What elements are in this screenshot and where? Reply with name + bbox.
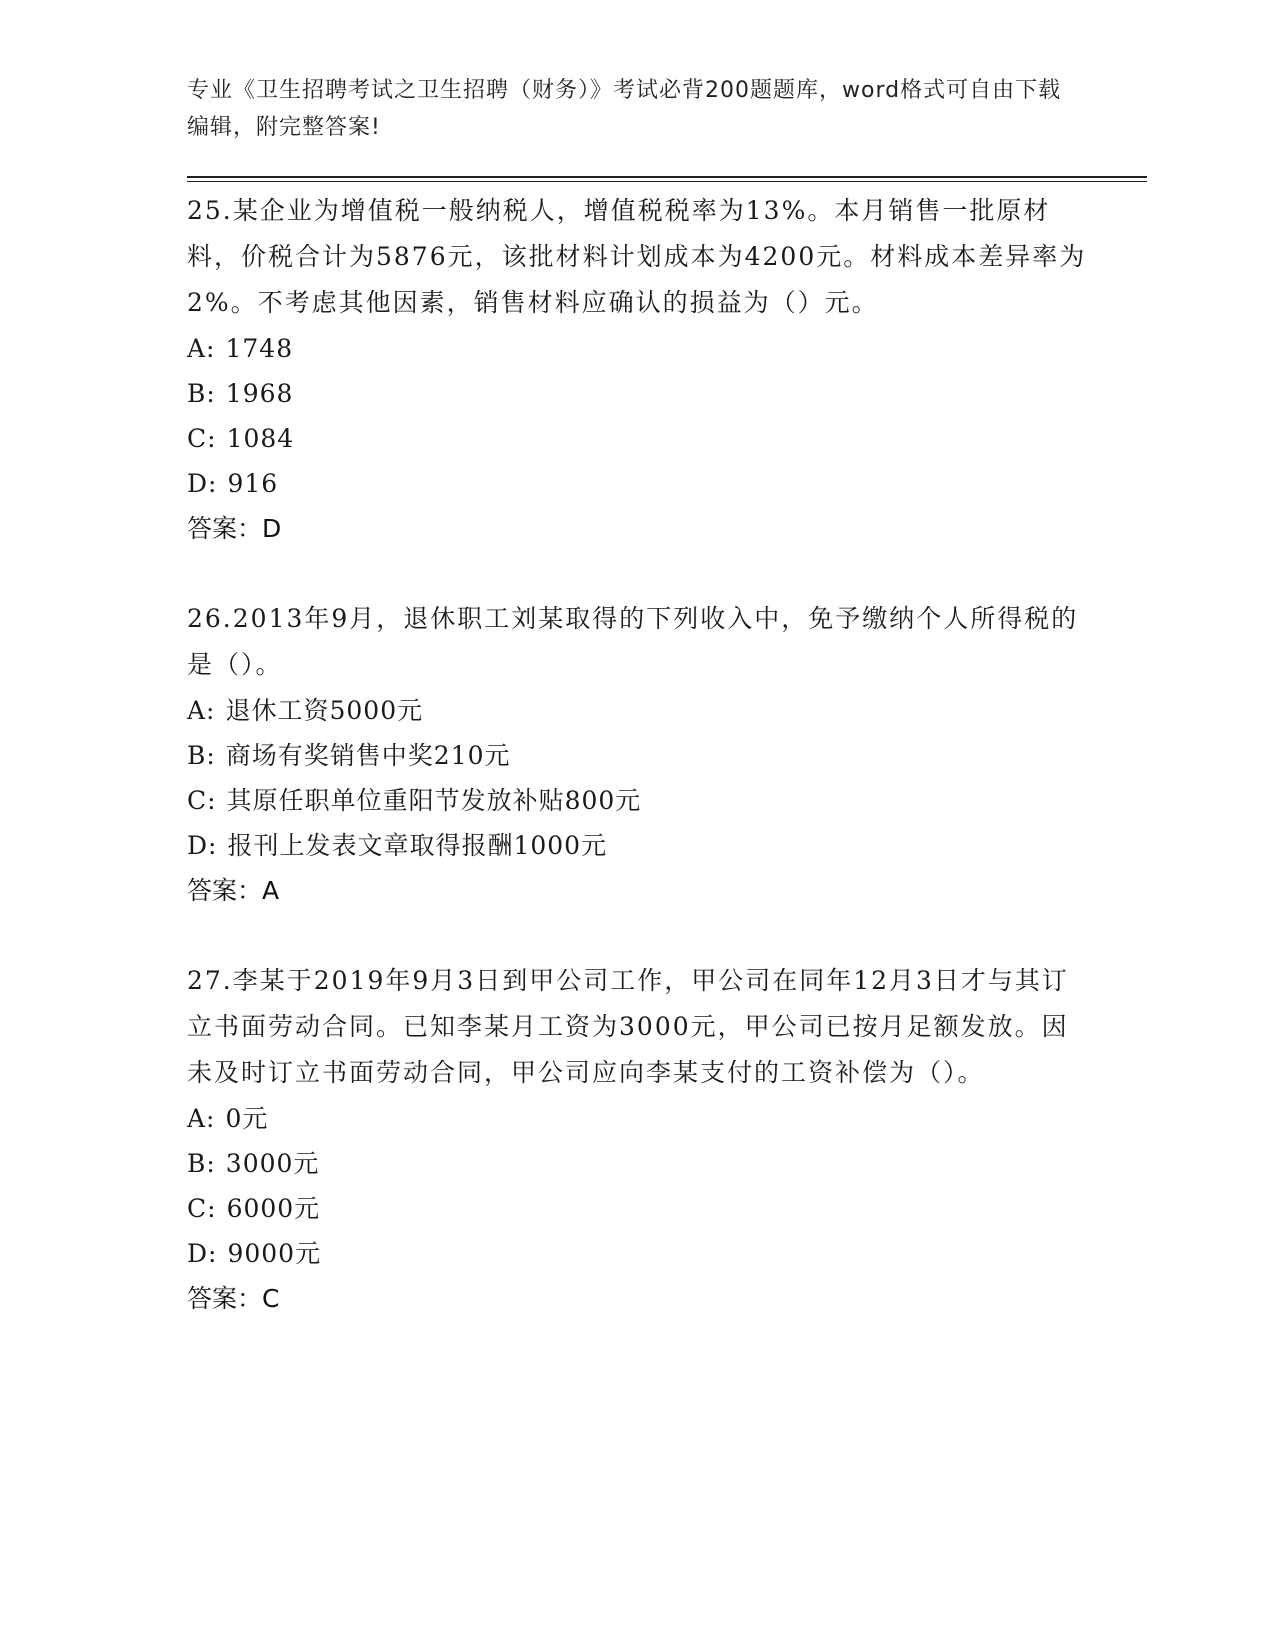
question-stem: 26.2013年9月，退休职工刘某取得的下列收入中，免予缴纳个人所得税的是（）。	[187, 604, 1079, 679]
option-text: 3000元	[225, 1149, 320, 1178]
option-letter: A:	[187, 696, 216, 725]
document-header: 专业《卫生招聘考试之卫生招聘（财务）》考试必背200题题库，word格式可自由下载编辑，附完整答案!	[187, 78, 1062, 140]
option-c	[187, 1186, 1087, 1231]
option-letter: C:	[187, 424, 217, 453]
option-text: 报刊上发表文章取得报酬1000元	[227, 831, 608, 860]
option-text: 9000元	[227, 1239, 322, 1268]
option-a	[187, 688, 1087, 733]
option-letter: A:	[187, 1104, 216, 1133]
option-b	[187, 371, 1087, 416]
header-divider-thick	[187, 176, 1147, 178]
option-letter: D:	[187, 469, 218, 498]
question-stem: 25.某企业为增值税一般纳税人，增值税税率为13%。本月销售一批原材料，价税合计为5876元，该批材料计划成本为4200元。材料成本差异率为2%。不考虑其他因素，销售材料应确认的损益为（）元。	[187, 196, 1087, 317]
header-divider-thin	[187, 181, 1147, 182]
option-a	[187, 1096, 1087, 1141]
option-text: 1968	[225, 379, 294, 408]
option-c	[187, 778, 1087, 823]
option-letter: A:	[187, 334, 216, 363]
option-d	[187, 823, 1087, 868]
option-letter: B:	[187, 379, 216, 408]
question-stem: 27.李某于2019年9月3日到甲公司工作，甲公司在同年12月3日才与其订立书面劳动合同。已知李某月工资为3000元，甲公司已按月足额发放。因未及时订立书面劳动合同，甲公司应向李某支付的工资补偿为（）。	[187, 966, 1069, 1087]
option-d	[187, 1231, 1087, 1276]
option-text: 商场有奖销售中奖210元	[225, 741, 511, 770]
option-text: 其原任职单位重阳节发放补贴800元	[226, 786, 642, 815]
option-d	[187, 461, 1087, 506]
option-c	[187, 416, 1087, 461]
question-27	[187, 958, 1087, 1322]
question-26	[187, 596, 1087, 914]
answer-label: 答案：A	[187, 876, 280, 905]
option-letter: D:	[187, 831, 218, 860]
answer-label: 答案：C	[187, 1284, 280, 1313]
option-letter: C:	[187, 786, 217, 815]
option-b	[187, 733, 1087, 778]
option-text: 0元	[225, 1104, 269, 1133]
option-letter: C:	[187, 1194, 217, 1223]
option-text: 916	[227, 469, 279, 498]
option-a	[187, 326, 1087, 371]
option-letter: D:	[187, 1239, 218, 1268]
option-text: 1748	[225, 334, 294, 363]
option-text: 1084	[226, 424, 295, 453]
answer-label: 答案：D	[187, 514, 282, 543]
option-b	[187, 1141, 1087, 1186]
option-text: 6000元	[226, 1194, 321, 1223]
question-25	[187, 188, 1087, 552]
question-list	[187, 188, 1087, 1366]
option-letter: B:	[187, 741, 216, 770]
option-letter: B:	[187, 1149, 216, 1178]
option-text: 退休工资5000元	[225, 696, 424, 725]
